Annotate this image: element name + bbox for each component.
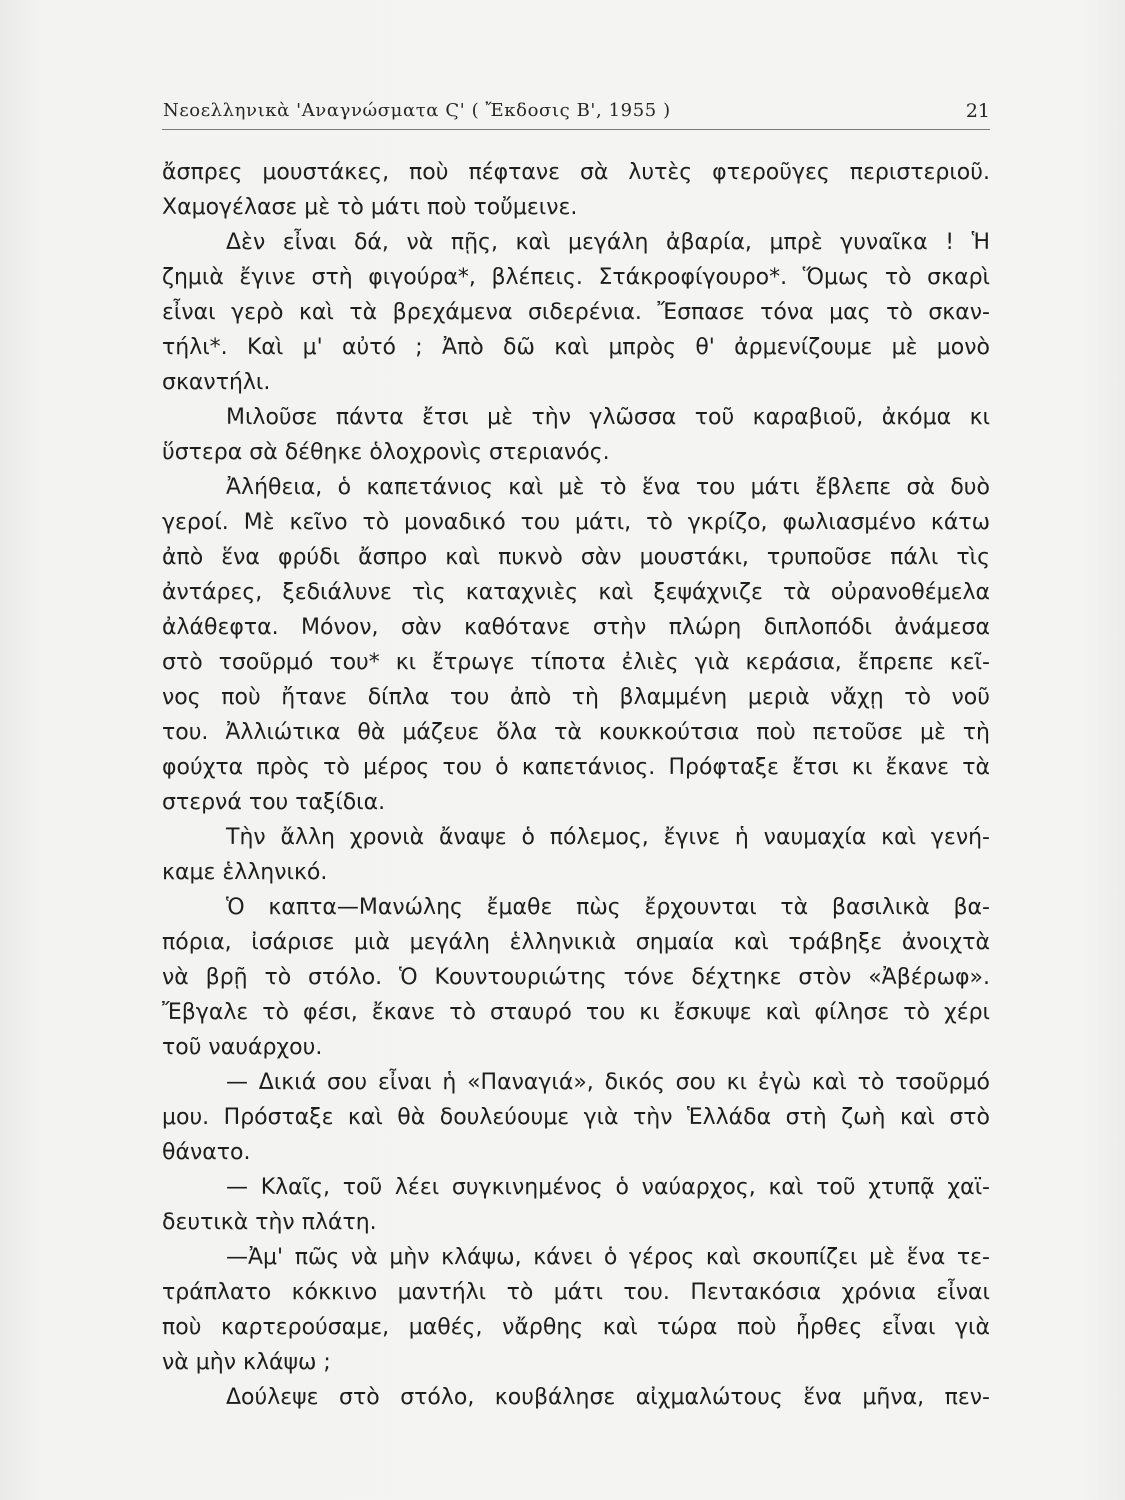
text-line: φούχτα πρὸς τὸ μέρος του ὁ καπετάνιος. Πρόφταξε ἔτσι κι ἔκανε τὰ (162, 755, 990, 780)
text-line: τήλι*. Καὶ μ' αὐτό ; Ἀπὸ δῶ καὶ μπρὸς θ' ἀρμενίζουμε μὲ μονὸ (162, 335, 990, 360)
text-line: νὰ βρῇ τὸ στόλο. Ὁ Κουντουριώτης τόνε δέχτηκε στὸν «Ἀβέρωφ». (162, 965, 990, 990)
text-line: του. Ἀλλιώτικα θὰ μάζευε ὅλα τὰ κουκκούτσια ποὺ πετοῦσε μὲ τὴ (162, 720, 990, 745)
text-line: θάνατο. (162, 1140, 251, 1165)
text-line: ποὺ καρτερούσαμε, μαθές, νἄρθης καὶ τώρα ποὺ ἦρθες εἶναι γιὰ (162, 1315, 990, 1340)
page-number: 21 (965, 100, 990, 122)
text-line: Τὴν ἄλλη χρονιὰ ἄναψε ὁ πόλεμος, ἔγινε ἡ ναυμαχία καὶ γενή- (226, 825, 990, 850)
paragraph (162, 890, 990, 1065)
paragraph (162, 1380, 990, 1415)
text-line: νος ποὺ ἤτανε δίπλα του ἀπὸ τὴ βλαμμένη μεριὰ νἄχῃ τὸ νοῦ (162, 685, 990, 710)
paragraph (162, 1170, 990, 1240)
text-line: εἶναι γερὸ καὶ τὰ βρεχάμενα σιδερένια. Ἔσπασε τόνα μας τὸ σκαν- (162, 300, 990, 325)
text-line: γεροί. Μὲ κεῖνο τὸ μοναδικό του μάτι, τὸ γκρίζο, φωλιασμένο κάτω (162, 510, 990, 535)
text-line: Ὁ καπτα—Μανώλης ἔμαθε πὼς ἔρχουνται τὰ βασιλικὰ βα- (226, 895, 990, 920)
text-line: Δούλεψε στὸ στόλο, κουβάλησε αἰχμαλώτους ἕνα μῆνα, πεν- (226, 1385, 990, 1410)
text-line: Χαμογέλασε μὲ τὸ μάτι ποὺ τοὔμεινε. (162, 195, 578, 220)
body-text (162, 155, 990, 1445)
text-line: τοῦ ναυάρχου. (162, 1035, 323, 1060)
text-line: ὕστερα σὰ δέθηκε ὁλοχρονὶς στεριανός. (162, 440, 610, 465)
text-line: στερνά του ταξίδια. (162, 790, 386, 815)
text-line: καμε ἑλληνικό. (162, 860, 328, 885)
running-head (162, 97, 990, 125)
text-line: ἀπὸ ἕνα φρύδι ἄσπρο καὶ πυκνὸ σὰν μουστάκι, τρυποῦσε πάλι τὶς (162, 545, 990, 570)
text-line: Ἔβγαλε τὸ φέσι, ἔκανε τὸ σταυρό του κι ἔσκυψε καὶ φίλησε τὸ χέρι (162, 1000, 990, 1025)
text-line: — Κλαῖς, τοῦ λέει συγκινημένος ὁ ναύαρχος, καὶ τοῦ χτυπᾷ χαϊ- (226, 1175, 990, 1200)
paragraph (162, 400, 990, 470)
header-rule (162, 129, 990, 130)
paragraph (162, 1065, 990, 1170)
text-line: μου. Πρόσταξε καὶ θὰ δουλεύουμε γιὰ τὴν Ἑλλάδα στὴ ζωὴ καὶ στὸ (162, 1105, 990, 1130)
text-line: τράπλατο κόκκινο μαντήλι τὸ μάτι του. Πεντακόσια χρόνια εἶναι (162, 1280, 990, 1305)
paragraph (162, 470, 990, 820)
text-line: νὰ μὴν κλάψω ; (162, 1350, 331, 1375)
text-line: — Δικιά σου εἶναι ἡ «Παναγιά», δικός σου κι ἐγὼ καὶ τὸ τσοῦρμό (226, 1070, 990, 1095)
text-line: Ἀλήθεια, ὁ καπετάνιος καὶ μὲ τὸ ἕνα του μάτι ἔβλεπε σὰ δυὸ (226, 475, 990, 500)
text-line: Μιλοῦσε πάντα ἔτσι μὲ τὴν γλῶσσα τοῦ καραβιοῦ, ἀκόμα κι (226, 405, 990, 430)
paragraph (162, 155, 990, 225)
paragraph (162, 820, 990, 890)
text-line: ἄσπρες μουστάκες, ποὺ πέφτανε σὰ λυτὲς φτεροῦγες περιστεριοῦ. (162, 160, 990, 185)
paragraph (162, 1240, 990, 1380)
text-line: στὸ τσοῦρμό του* κι ἔτρωγε τίποτα ἐλιὲς γιὰ κεράσια, ἔπρεπε κεῖ- (162, 650, 990, 675)
text-line: σκαντήλι. (162, 370, 271, 395)
running-head-title: Νεοελληνικὰ 'Αναγνώσματα Ϛ' ( Ἔκδοσις Β', 1955 ) (163, 100, 671, 121)
text-line: —Ἀμ' πῶς νὰ μὴν κλάψω, κάνει ὁ γέρος καὶ σκουπίζει μὲ ἕνα τε- (226, 1245, 990, 1270)
text-line: ἀντάρες, ξεδιάλυνε τὶς καταχνιὲς καὶ ξεψάχνιζε τὰ οὐρανοθέμελα (162, 580, 990, 605)
text-line: δευτικὰ τὴν πλάτη. (162, 1210, 377, 1235)
text-line: ζημιὰ ἔγινε στὴ φιγούρα*, βλέπεις. Στάκροφίγουρο*. Ὅμως τὸ σκαρὶ (162, 265, 990, 290)
paragraph (162, 225, 990, 400)
text-line: Δὲν εἶναι δά, νὰ πῇς, καὶ μεγάλη ἀβαρία, μπρὲ γυναῖκα ! Ἡ (226, 230, 990, 255)
text-line: ἀλάθεφτα. Μόνον, σὰν καθότανε στὴν πλώρη διπλοπόδι ἀνάμεσα (162, 615, 990, 640)
text-line: πόρια, ἰσάρισε μιὰ μεγάλη ἑλληνικιὰ σημαία καὶ τράβηξε ἀνοιχτὰ (162, 930, 990, 955)
